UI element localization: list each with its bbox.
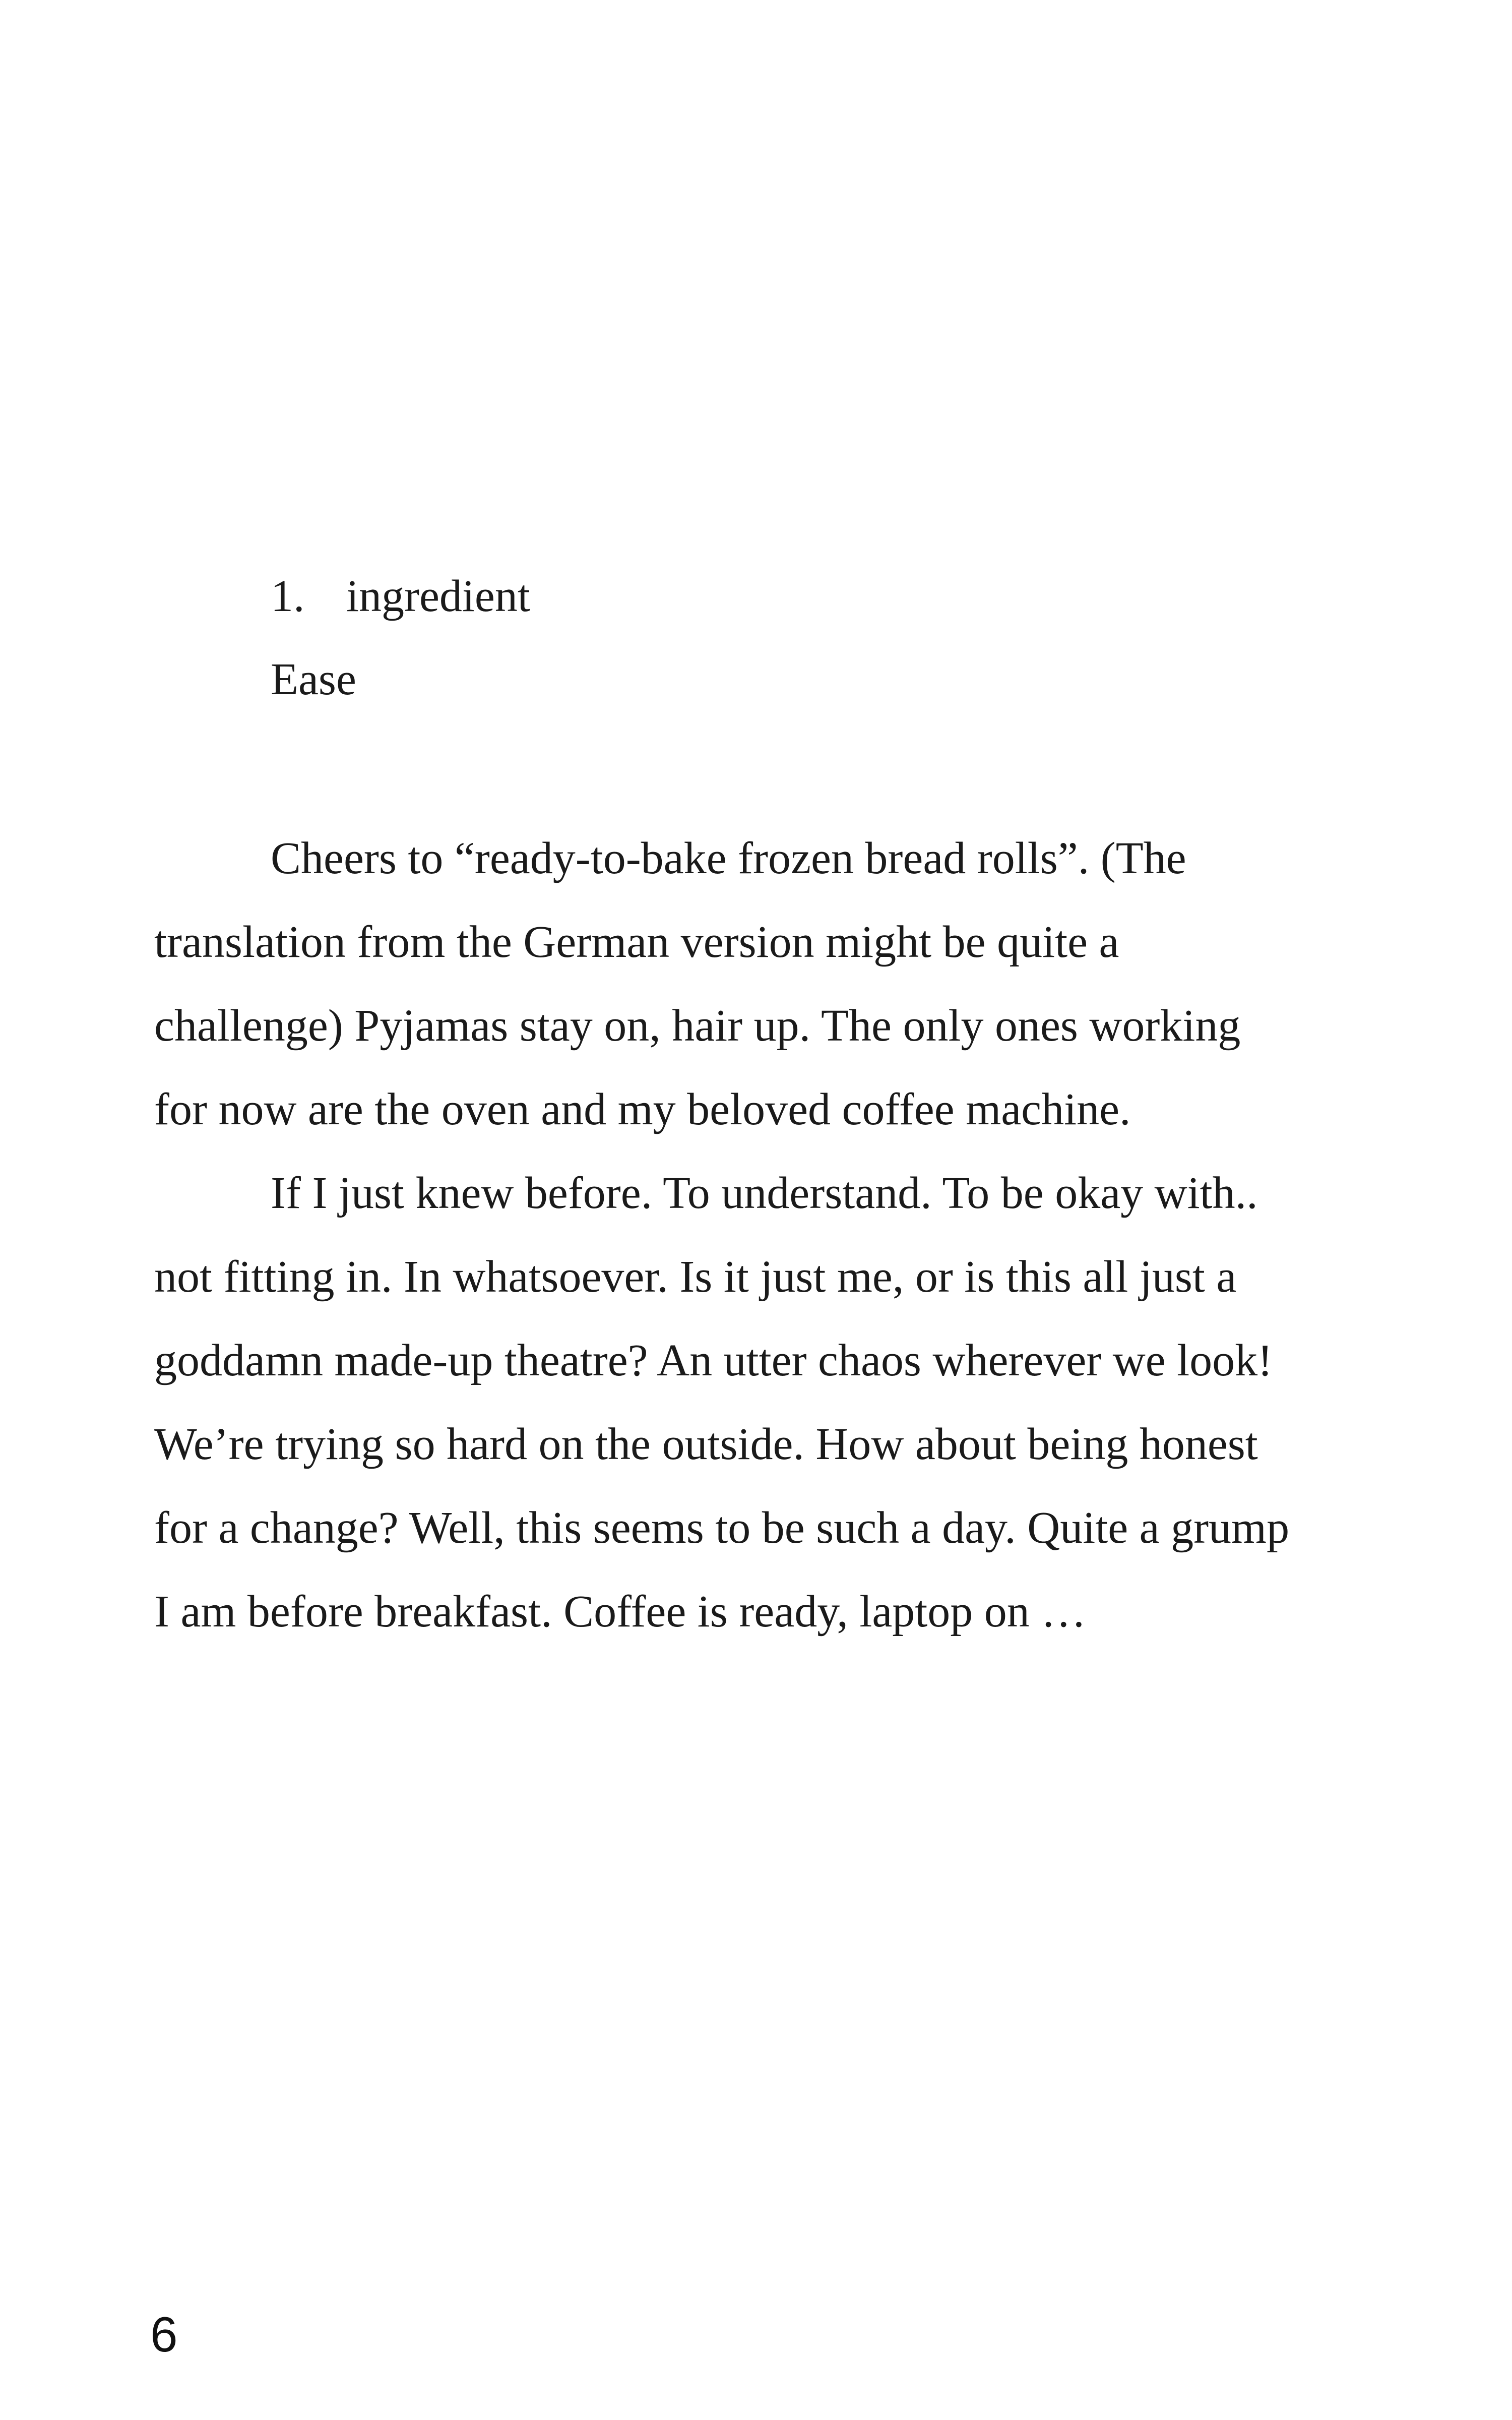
page-number: 6 [150,2307,178,2362]
chapter-number: 1. [271,571,305,621]
body-text [154,817,1293,1654]
chapter-label: ingredient [346,571,530,621]
paragraph-1: Cheers to “ready-to-bake frozen bread rolls”. (The translation from the German version might be quite a challenge) Pyjamas stay on, hair up. The only ones working for now are the oven and my beloved coffee machine. [154,833,1241,1134]
paragraph-2: If I just knew before. To understand. To be okay with.. not fitting in. In whatsoever. Is it just me, or is this all just a goddamn made-up theatre? An utter chaos wherever we look! We’re trying so hard on the outside. How about being honest for a change? Well, this seems to be such a day. Quite a grump I am before breakfast. Coffee is ready, laptop on … [154,1168,1290,1637]
chapter-heading [271,569,530,624]
chapter-title: Ease [271,654,356,704]
